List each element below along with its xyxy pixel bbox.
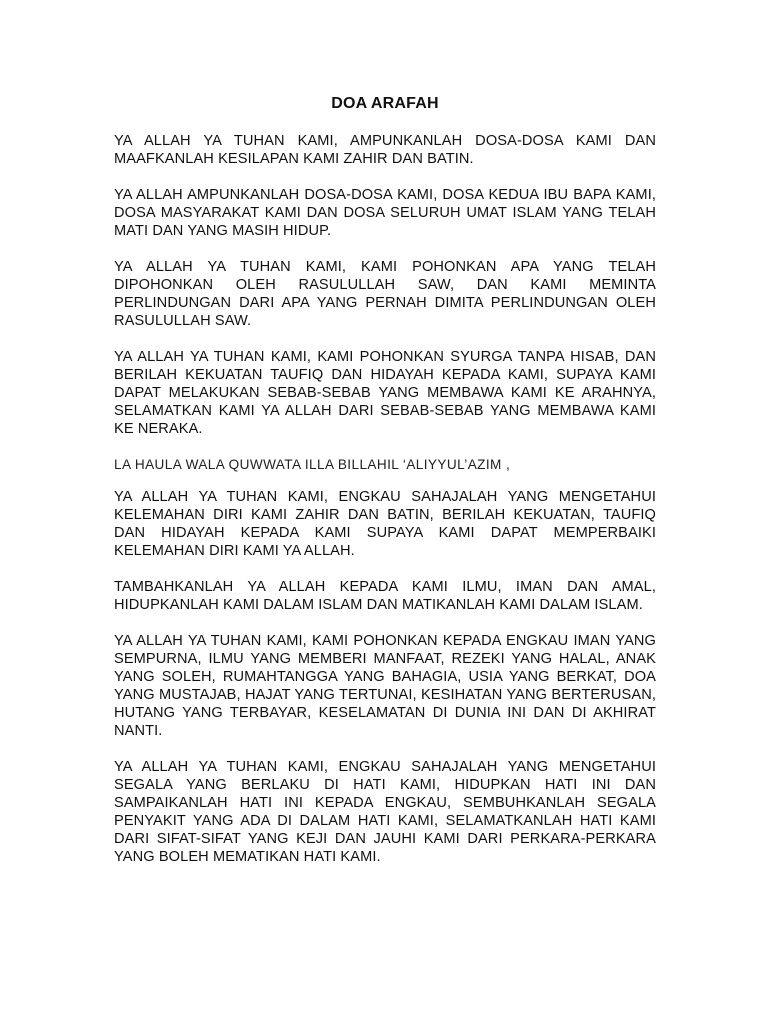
paragraph-5-transliteration: LA HAULA WALA QUWWATA ILLA BILLAHIL ‘ALIYYUL’AZIM , (114, 457, 511, 472)
paragraph-9: YA ALLAH YA TUHAN KAMI, ENGKAU SAHAJALAH YANG MENGETAHUI SEGALA YANG BERLAKU DI HATI KAMI, HIDUPKAN HATI INI DAN SAMPAIKANLAH HATI INI KEPADA ENGKAU, SEMBUHKANLAH SEGALA PENYAKIT YANG ADA DI DALAM HATI KAMI, SELAMATKANLAH HATI KAMI DARI SIFAT-SIFAT YANG KEJI DAN JAUHI KAMI DARI PERKARA-PERKARA YANG BOLEH MEMATIKAN HATI KAMI. (114, 759, 656, 865)
paragraph-2: YA ALLAH AMPUNKANLAH DOSA-DOSA KAMI, DOSA KEDUA IBU BAPA KAMI, DOSA MASYARAKAT KAMI DAN DOSA SELURUH UMAT ISLAM YANG TELAH MATI DAN YANG MASIH HIDUP. (114, 187, 656, 239)
paragraph-4: YA ALLAH YA TUHAN KAMI, KAMI POHONKAN SYURGA TANPA HISAB, DAN BERILAH KEKUATAN TAUFIQ DAN HIDAYAH KEPADA KAMI, SUPAYA KAMI DAPAT MELAKUKAN SEBAB-SEBAB YANG MEMBAWA KAMI KE ARAHNYA, SELAMATKAN KAMI YA ALLAH DARI SEBAB-SEBAB YANG MEMBAWA KAMI KE NERAKA. (114, 349, 656, 437)
paragraph-1: YA ALLAH YA TUHAN KAMI, AMPUNKANLAH DOSA-DOSA KAMI DAN MAAFKANLAH KESILAPAN KAMI ZAHIR DAN BATIN. (114, 133, 656, 167)
paragraph-8: YA ALLAH YA TUHAN KAMI, KAMI POHONKAN KEPADA ENGKAU IMAN YANG SEMPURNA, ILMU YANG MEMBERI MANFAAT, REZEKI YANG HALAL, ANAK YANG SOLEH, RUMAHTANGGA YANG BAHAGIA, USIA YANG BERKAT, DOA YANG MUSTAJAB, HAJAT YANG TERTUNAI, KESIHATAN YANG BERTERUSAN, HUTANG YANG TERBAYAR, KESELAMATAN DI DUNIA INI DAN DI AKHIRAT NANTI. (114, 633, 656, 739)
document-page (114, 94, 656, 884)
document-title: DOA ARAFAH (331, 95, 439, 112)
paragraph-3: YA ALLAH YA TUHAN KAMI, KAMI POHONKAN APA YANG TELAH DIPOHONKAN OLEH RASULULLAH SAW, DAN KAMI MEMINTA PERLINDUNGAN DARI APA YANG PERNAH DIMITA PERLINDUNGAN OLEH RASULULLAH SAW. (114, 259, 656, 329)
paragraph-7: TAMBAHKANLAH YA ALLAH KEPADA KAMI ILMU, IMAN DAN AMAL, HIDUPKANLAH KAMI DALAM ISLAM DAN MATIKANLAH KAMI DALAM ISLAM. (114, 579, 656, 613)
paragraph-6: YA ALLAH YA TUHAN KAMI, ENGKAU SAHAJALAH YANG MENGETAHUI KELEMAHAN DIRI KAMI ZAHIR DAN BATIN, BERILAH KEKUATAN, TAUFIQ DAN HIDAYAH KEPADA KAMI SUPAYA KAMI DAPAT MEMPERBAIKI KELEMAHAN DIRI KAMI YA ALLAH. (114, 489, 656, 559)
